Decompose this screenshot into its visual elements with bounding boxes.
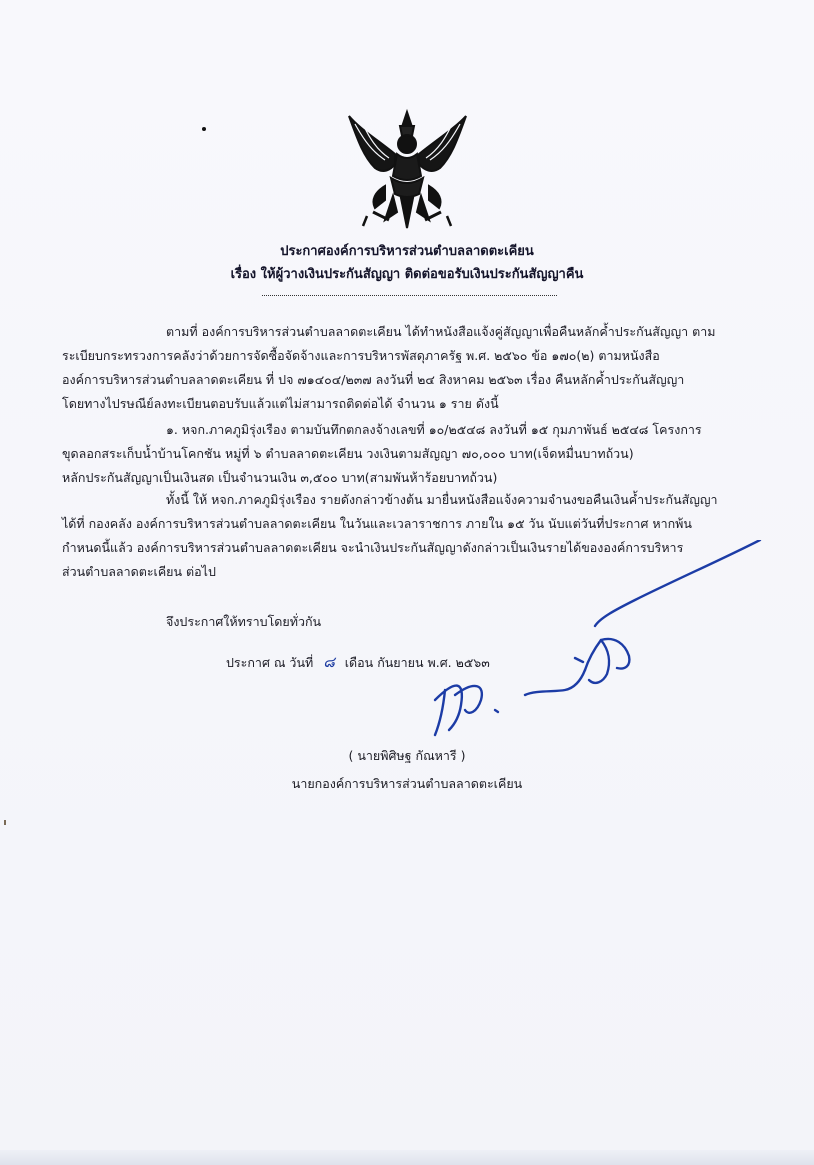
p1-line-1: ตามที่ องค์การบริหารส่วนตำบลลาดตะเคียน ได้ทำหนังสือแจ้งคู่สัญญาเพื่อคืนหลักค้ำประกันสัญญา ตาม bbox=[166, 324, 716, 339]
dateline-day-handwritten: ๘ bbox=[323, 653, 335, 671]
dotted-divider bbox=[262, 295, 557, 296]
p1-line-3: องค์การบริหารส่วนตำบลลาดตะเคียน ที่ ปจ ๗๑๔๐๔/๒๓๗ ลงวันที่ ๒๔ สิงหาคม ๒๕๖๓ เรื่อง คืนหลักค้ำประกันสัญญา bbox=[62, 372, 685, 387]
p3-line-3: กำหนดนี้แล้ว องค์การบริหารส่วนตำบลลาดตะเคียน จะนำเงินประกันสัญญาดังกล่าวเป็นเงินรายได้ขององค์การบริหาร bbox=[62, 540, 684, 555]
handwritten-signature bbox=[425, 540, 765, 740]
garuda-emblem bbox=[345, 108, 470, 230]
p3-line-1: ทั้งนี้ ให้ หจก.ภาคภูมิรุ่งเรือง รายดังกล่าวข้างต้น มายื่นหนังสือแจ้งความจำนงขอคืนเงินค้ำประกันสัญญา bbox=[166, 492, 718, 507]
p3-line-4: ส่วนตำบลลาดตะเคียน ต่อไป bbox=[62, 564, 216, 579]
signer-position: นายกองค์การบริหารส่วนตำบลลาดตะเคียน bbox=[291, 776, 523, 791]
p2-line-2: ขุดลอกสระเก็บน้ำบ้านโคกชัน หมู่ที่ ๖ ตำบลลาดตะเคียน วงเงินตามสัญญา ๗๐,๐๐๐ บาท(เจ็ดหมื่นบาทถ้วน) bbox=[62, 446, 634, 461]
signer-name: ( นายพิศิษฐ กัณหารี ) bbox=[348, 748, 466, 763]
p1-line-2: ระเบียบกระทรวงการคลังว่าด้วยการจัดซื้อจัดจ้างและการบริหารพัสดุภาครัฐ พ.ศ. ๒๕๖๐ ข้อ ๑๗๐(๒) ตามหนังสือ bbox=[62, 348, 660, 363]
document-subject: เรื่อง ให้ผู้วางเงินประกันสัญญา ติดต่อขอรับเงินประกันสัญญาคืน bbox=[230, 267, 584, 282]
dateline-prefix: ประกาศ ณ วันที่ bbox=[226, 655, 314, 670]
p2-line-1: ๑. หจก.ภาคภูมิรุ่งเรือง ตามบันทึกตกลงจ้างเลขที่ ๑๐/๒๕๔๘ ลงวันที่ ๑๕ กุมภาพันธ์ ๒๕๔๘ โครงการ bbox=[166, 422, 702, 437]
p1-line-4: โดยทางไปรษณีย์ลงทะเบียนตอบรับแล้วแต่ไม่สามารถติดต่อได้ จำนวน ๑ ราย ดังนี้ bbox=[62, 396, 499, 411]
scan-edge bbox=[0, 1150, 814, 1165]
p3-line-2: ได้ที่ กองคลัง องค์การบริหารส่วนตำบลลาดตะเคียน ในวันและเวลาราชการ ภายใน ๑๕ วัน นับแต่วันที่ประกาศ หากพ้น bbox=[62, 516, 692, 531]
p2-line-3: หลักประกันสัญญาเป็นเงินสด เป็นจำนวนเงิน ๓,๕๐๐ บาท(สามพันห้าร้อยบาทถ้วน) bbox=[62, 470, 498, 485]
dateline-suffix: เดือน กันยายน พ.ศ. ๒๕๖๓ bbox=[344, 655, 490, 670]
announce-line: จึงประกาศให้ทราบโดยทั่วกัน bbox=[166, 614, 322, 629]
ink-dot bbox=[202, 127, 206, 131]
paper-speck bbox=[4, 820, 6, 825]
document-title: ประกาศองค์การบริหารส่วนตำบลลาดตะเคียน bbox=[280, 244, 534, 259]
